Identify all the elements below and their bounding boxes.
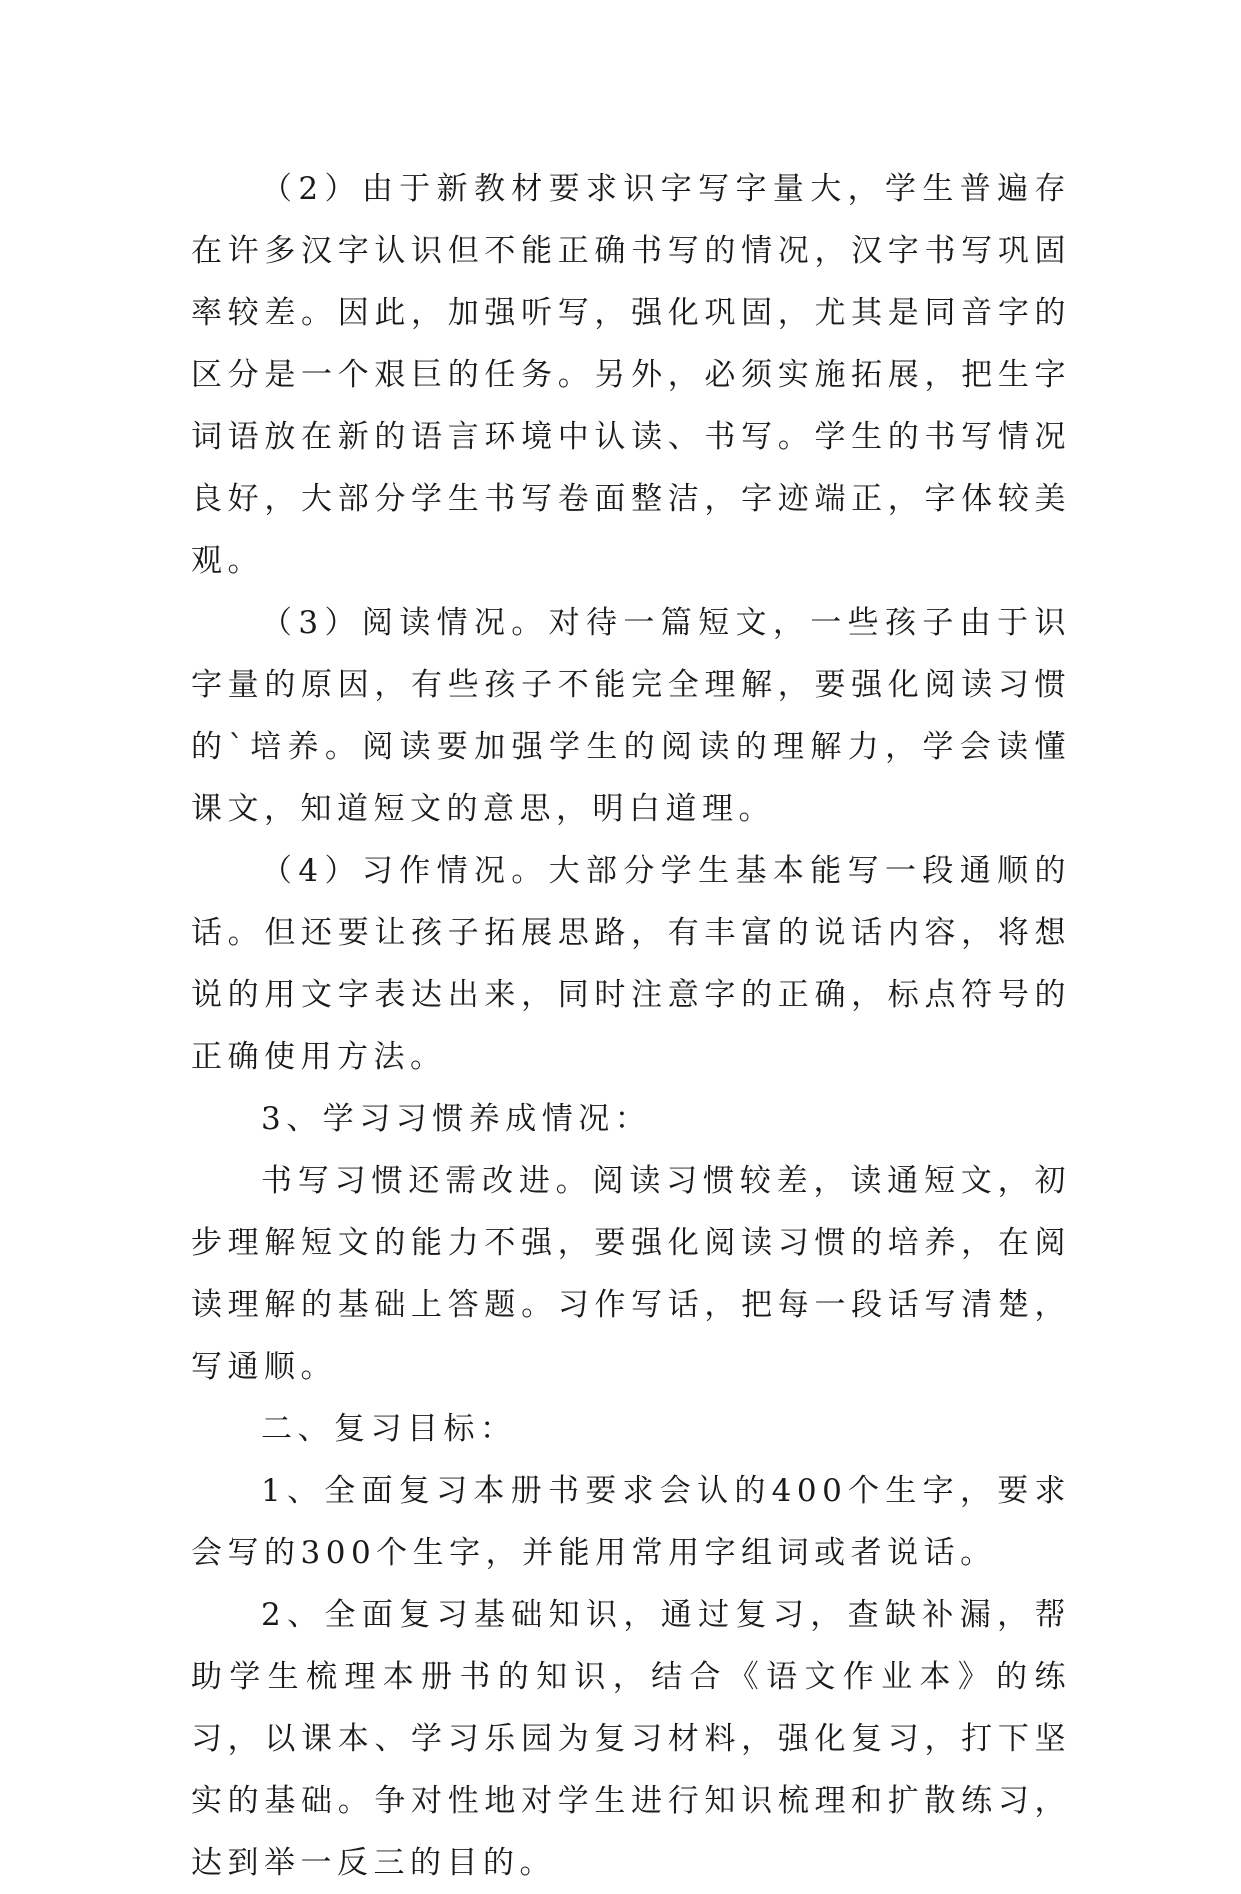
paragraph-composition-situation: （4）习作情况。大部分学生基本能写一段通顺的话。但还要让孩子拓展思路，有丰富的说话内容，将想说的用文字表达出来，同时注意字的正确，标点符号的正确使用方法。 xyxy=(191,853,1071,1075)
paragraph-reading-situation: （3）阅读情况。对待一篇短文，一些孩子由于识字量的原因，有些孩子不能完全理解，要强化阅读习惯的`培养。阅读要加强学生的阅读的理解力，学会读懂课文，知道短文的意思，明白道理。 xyxy=(191,605,1071,827)
heading-study-habits: 3、学习习惯养成情况： xyxy=(261,1101,652,1137)
document-body xyxy=(191,158,1071,1894)
paragraph-writing-situation: （2）由于新教材要求识字写字量大，学生普遍存在许多汉字认识但不能正确书写的情况，汉字书写巩固率较差。因此，加强听写，强化巩固，尤其是同音字的区分是一个艰巨的任务。另外，必须实施拓展，把生字词语放在新的语言环境中认读、书写。学生的书写情况良好，大部分学生书写卷面整洁，字迹端正，字体较美观。 xyxy=(191,171,1071,579)
paragraph-goal-1: 1、全面复习本册书要求会认的400个生字，要求会写的300个生字，并能用常用字组词或者说话。 xyxy=(191,1473,1071,1571)
paragraph-goal-2: 2、全面复习基础知识，通过复习，查缺补漏，帮助学生梳理本册书的知识，结合《语文作业本》的练习，以课本、学习乐园为复习材料，强化复习，打下坚实的基础。争对性地对学生进行知识梳理和扩散练习，达到举一反三的目的。 xyxy=(191,1597,1071,1881)
heading-review-goals: 二、复习目标： xyxy=(261,1411,517,1447)
paragraph-study-habits: 书写习惯还需改进。阅读习惯较差，读通短文，初步理解短文的能力不强，要强化阅读习惯的培养，在阅读理解的基础上答题。习作写话，把每一段话写清楚，写通顺。 xyxy=(191,1163,1071,1385)
